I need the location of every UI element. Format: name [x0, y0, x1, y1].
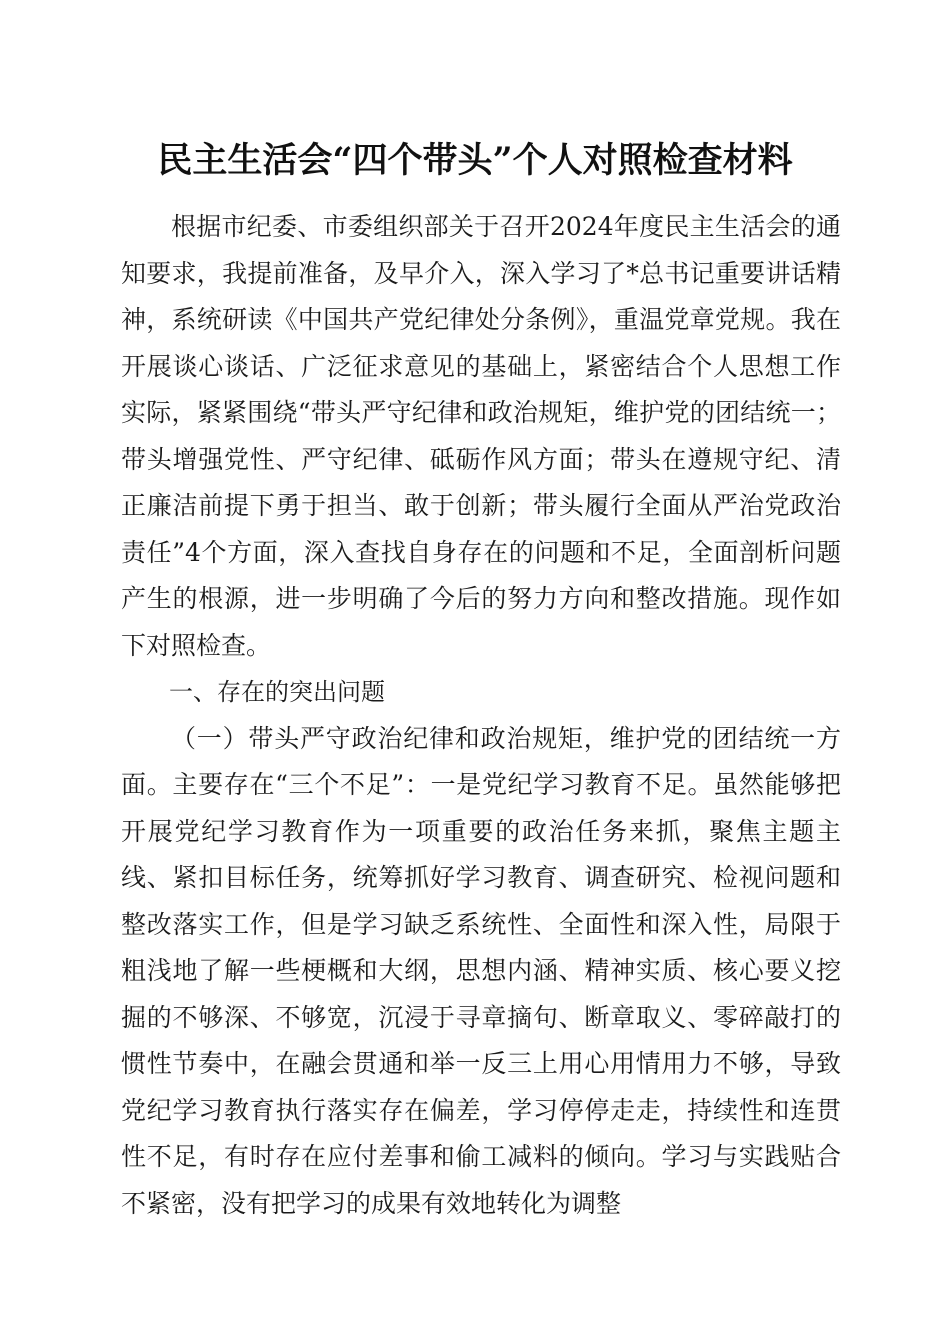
document-body — [121, 204, 841, 1227]
document-title: 民主生活会“四个带头”个人对照检查材料 — [157, 140, 793, 181]
section-heading: 一、存在的突出问题 — [169, 678, 385, 706]
intro-paragraph: 根据市纪委、市委组织部关于召开2024年度民主生活会的通知要求，我提前准备，及早介入，深入学习了*总书记重要讲话精神，系统研读《中国共产党纪律处分条例》，重温党章党规。我在开展谈心谈话、广泛征求意见的基础上，紧密结合个人思想工作实际，紧紧围绕“带头严守纪律和政治规矩，维护党的团结统一；带头增强党性、严守纪律、砥砺作风方面；带头在遵规守纪、清正廉洁前提下勇于担当、敢于创新；带头履行全面从严治党政治责任”4个方面，深入查找自身存在的问题和不足，全面剖析问题产生的根源，进一步明确了今后的努力方向和整改措施。现作如下对照检查。 — [121, 212, 841, 660]
section-paragraph: （一）带头严守政治纪律和政治规矩，维护党的团结统一方面。主要存在“三个不足”：一是党纪学习教育不足。虽然能够把开展党纪学习教育作为一项重要的政治任务来抓，聚焦主题主线、紧扣目标任务，统筹抓好学习教育、调查研究、检视问题和整改落实工作，但是学习缺乏系统性、全面性和深入性，局限于粗浅地了解一些梗概和大纲，思想内涵、精神实质、核心要义挖掘的不够深、不够宽，沉浸于寻章摘句、断章取义、零碎敲打的惯性节奏中，在融会贯通和举一反三上用心用情用力不够，导致党纪学习教育执行落实存在偏差，学习停停走走，持续性和连贯性不足，有时存在应付差事和偷工减料的倾向。学习与实践贴合不紧密，没有把学习的成果有效地转化为调整 — [121, 723, 841, 1218]
